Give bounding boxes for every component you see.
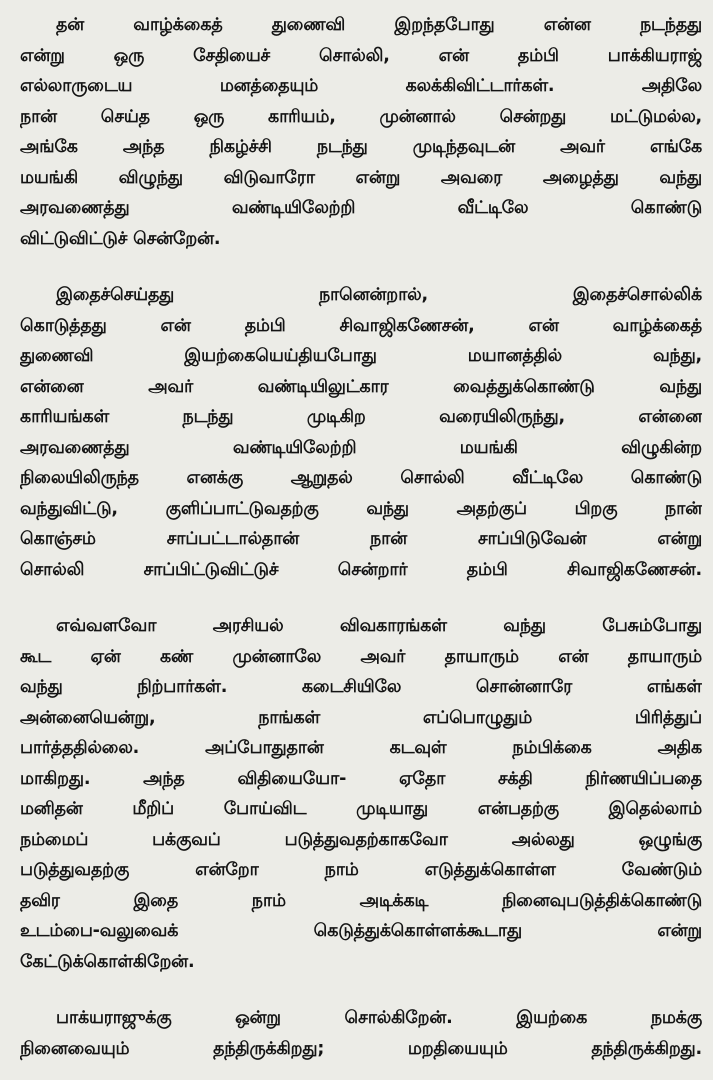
paragraph-1 <box>20 10 702 254</box>
text-line: மயங்கி விழுந்து விடுவாரோ என்று அவரை அழைத்து வந்து <box>20 167 702 188</box>
text-line: காரியங்கள் நடந்து முடிகிற வரையிலிருந்து, என்னை <box>20 407 702 427</box>
text-line: பாக்யராஜுக்கு ஒன்று சொல்கிறேன். இயற்கை நமக்கு <box>56 1008 702 1028</box>
text-line: கூட ஏன் கண் முன்னாலே அவர் தாயாரும் என் தாயாரும் <box>20 646 702 667</box>
text-line: தவிர இதை நாம் அடிக்கடி நினைவுபடுத்திக்கொண்டு <box>20 890 702 911</box>
text-line: சொல்லி சாப்பிட்டுவிட்டுச் சென்றார் தம்பி சிவாஜிகணேசன். <box>20 559 702 580</box>
text-line: மாகிறது. அந்த விதியையோ- ஏதோ சக்தி நிர்ணயிப்பதை <box>20 768 702 789</box>
paragraph-2 <box>20 280 702 585</box>
text-line: நினைவையும் தந்திருக்கிறது; மறதியையும் தந்திருக்கிறது. <box>20 1038 702 1059</box>
text-line: என்னை அவர் வண்டியிலுட்கார வைத்துக்கொண்டு வந்து <box>20 376 702 397</box>
text-line: கொஞ்சம் சாப்பட்டால்தான் நான் சாப்பிடுவேன் என்று <box>20 529 702 549</box>
paragraph-4 <box>20 1003 702 1064</box>
text-line: கொடுத்தது என் தம்பி சிவாஜிகணேசன், என் வாழ்க்கைத் <box>20 315 702 336</box>
page-text <box>20 10 702 1080</box>
text-line: அரவணைத்து வண்டியிலேற்றி மயங்கி விழுகின்ற <box>20 437 702 458</box>
text-line: என்று ஒரு சேதியைச் சொல்லி, என் தம்பி பாக்கியராஜ் <box>20 45 702 66</box>
text-line: எல்லாருடைய மனத்தையும் கலக்கிவிட்டார்கள். அதிலே <box>20 76 702 96</box>
text-line: நம்மைப் பக்குவப் படுத்துவதற்காகவோ அல்லது ஒழுங்கு <box>20 829 702 850</box>
text-line: அங்கே அந்த நிகழ்ச்சி நடந்து முடிந்தவுடன் அவர் எங்கே <box>20 137 702 157</box>
text-line: படுத்துவதற்கு என்றோ நாம் எடுத்துக்கொள்ள வேண்டும் <box>20 860 702 880</box>
text-line: உடம்பை-வலுவைக் கெடுத்துக்கொள்ளக்கூடாது என்று <box>20 921 702 941</box>
text-line: தன் வாழ்க்கைத் துணைவி இறந்தபோது என்ன நடந்தது <box>56 15 702 35</box>
text-line: நான் செய்த ஒரு காரியம், முன்னால் சென்றது மட்டுமல்ல, <box>20 106 702 127</box>
text-line: நிலையிலிருந்த எனக்கு ஆறுதல் சொல்லி வீட்டிலே கொண்டு <box>20 468 702 488</box>
text-line: அன்னையென்று, நாங்கள் எப்பொழுதும் பிரித்துப் <box>20 707 702 728</box>
text-line: இதைச்செய்தது நானென்றால், இதைச்சொல்லிக் <box>56 285 702 305</box>
text-line: மனிதன் மீறிப் போய்விட முடியாது என்பதற்கு இதெல்லாம் <box>20 799 702 819</box>
text-line: எவ்வளவோ அரசியல் விவகாரங்கள் வந்து பேசும்போது <box>56 616 702 636</box>
paragraph-3 <box>20 611 702 977</box>
text-line: வந்துவிட்டு, குளிப்பாட்டுவதற்கு வந்து அதற்குப் பிறகு நான் <box>20 498 702 519</box>
text-line: துணைவி இயற்கையெய்தியபோது மயானத்தில் வந்து, <box>20 346 702 366</box>
text-line: கேட்டுக்கொள்கிறேன். <box>20 951 195 972</box>
text-line: அரவணைத்து வண்டியிலேற்றி வீட்டிலே கொண்டு <box>20 198 702 218</box>
text-line: விட்டுவிட்டுச் சென்றேன். <box>20 228 221 249</box>
text-line: வந்து நிற்பார்கள். கடைசியிலே சொன்னாரே எங்கள் <box>20 677 702 697</box>
text-line: பார்த்ததில்லை. அப்போதுதான் கடவுள் நம்பிக்கை அதிக <box>20 738 702 758</box>
